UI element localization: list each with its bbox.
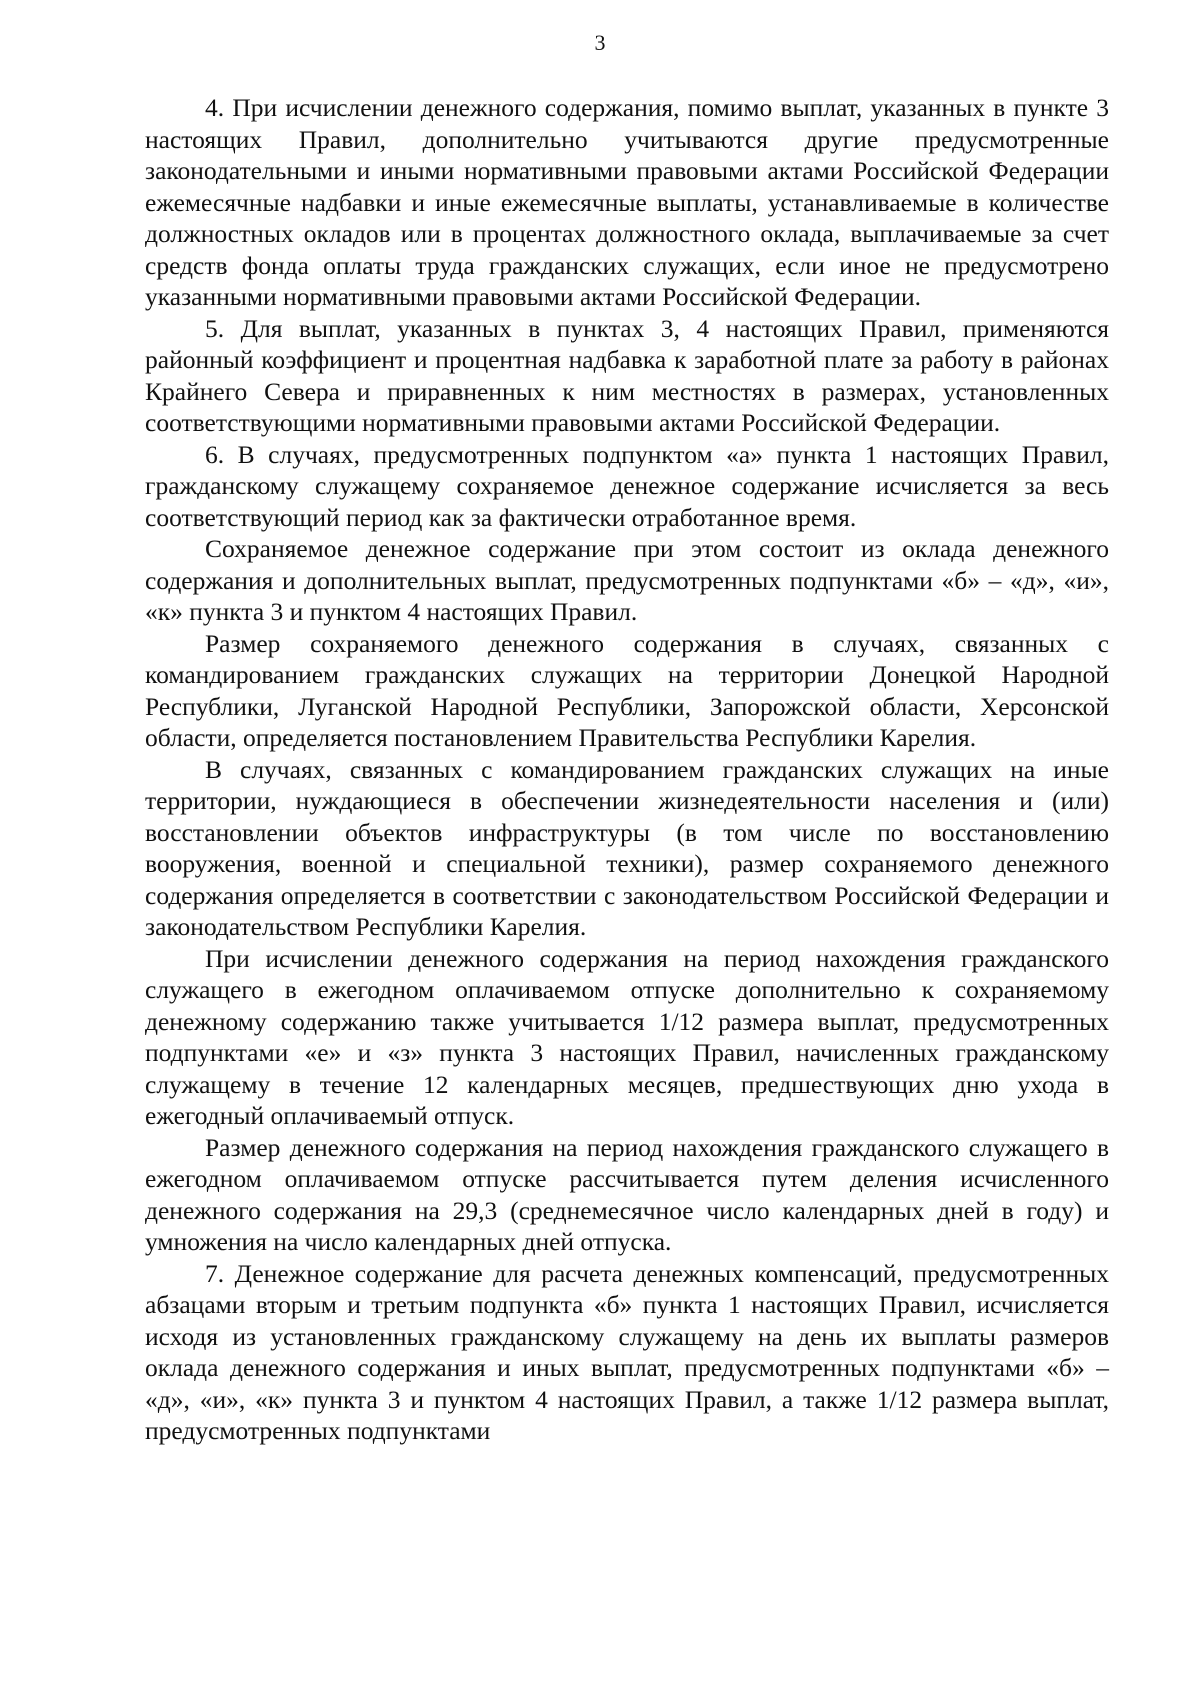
paragraph-6: 6. В случаях, предусмотренных подпунктом «а» пункта 1 настоящих Правил, гражданскому служащему сохраняемое денежное содержание исчисляется за весь соответствующий период как за фактически отработанное время. bbox=[145, 439, 1109, 532]
paragraph-6-vacation-size: Размер денежного содержания на период нахождения гражданского служащего в ежегодном оплачиваемом отпуске рассчитывается путем деления исчисленного денежного содержания на 29,3 (среднемесячное число календарных дней в году) и умножения на число календарных дней отпуска. bbox=[145, 1132, 1109, 1256]
paragraph-6-other-territories: В случаях, связанных с командированием гражданских служащих на иные территории, нуждающиеся в обеспечении жизнедеятельности населения и (или) восстановлении объектов инфраструктуры (в том числе по восстановлению вооружения, военной и специальной техники), размер сохраняемого денежного содержания определяется в соответствии с законодательством Российской Федерации и законодательством Республики Карелия. bbox=[145, 754, 1109, 941]
paragraph-6-special-territories: Размер сохраняемого денежного содержания в случаях, связанных с командированием гражданских служащих на территории Донецкой Народной Республики, Луганской Народной Республики, Запорожской области, Херсонской области, определяется постановлением Правительства Республики Карелия. bbox=[145, 628, 1109, 752]
paragraph-7: 7. Денежное содержание для расчета денежных компенсаций, предусмотренных абзацами вторым и третьим подпункта «б» пункта 1 настоящих Правил, исчисляется исходя из установленных гражданскому служащему на день их выплаты размеров оклада денежного содержания и иных выплат, предусмотренных подпунктами «б» – «д», «и», «к» пункта 3 и пунктом 4 настоящих Правил, а также 1/12 размера выплат, предусмотренных подпунктами bbox=[145, 1258, 1109, 1445]
paragraph-6-vacation-calculation: При исчислении денежного содержания на период нахождения гражданского служащего в ежегодном оплачиваемом отпуске дополнительно к сохраняемому денежному содержанию также учитывается 1/12 размера выплат, предусмотренных подпунктами «е» и «з» пункта 3 настоящих Правил, начисленных гражданскому служащему в течение 12 календарных месяцев, предшествующих дню ухода в ежегодный оплачиваемый отпуск. bbox=[145, 943, 1109, 1130]
document-body bbox=[145, 92, 1109, 1447]
paragraph-4: 4. При исчислении денежного содержания, помимо выплат, указанных в пункте 3 настоящих Правил, дополнительно учитываются другие предусмотренные законодательными и иными нормативными правовыми актами Российской Федерации ежемесячные надбавки и иные ежемесячные выплаты, устанавливаемые в количестве должностных окладов или в процентах должностного оклада, выплачиваемые за счет средств фонда оплаты труда гражданских служащих, если иное не предусмотрено указанными нормативными правовыми актами Российской Федерации. bbox=[145, 93, 1109, 311]
page-number: 3 bbox=[594, 30, 606, 55]
paragraph-5: 5. Для выплат, указанных в пунктах 3, 4 настоящих Правил, применяются районный коэффициент и процентная надбавка к заработной плате за работу в районах Крайнего Севера и приравненных к ним местностях в размерах, установленных соответствующими нормативными правовыми актами Российской Федерации. bbox=[145, 313, 1109, 437]
paragraph-6-retained-pay: Сохраняемое денежное содержание при этом состоит из оклада денежного содержания и дополнительных выплат, предусмотренных подпунктами «б» – «д», «и», «к» пункта 3 и пунктом 4 настоящих Правил. bbox=[145, 534, 1109, 626]
